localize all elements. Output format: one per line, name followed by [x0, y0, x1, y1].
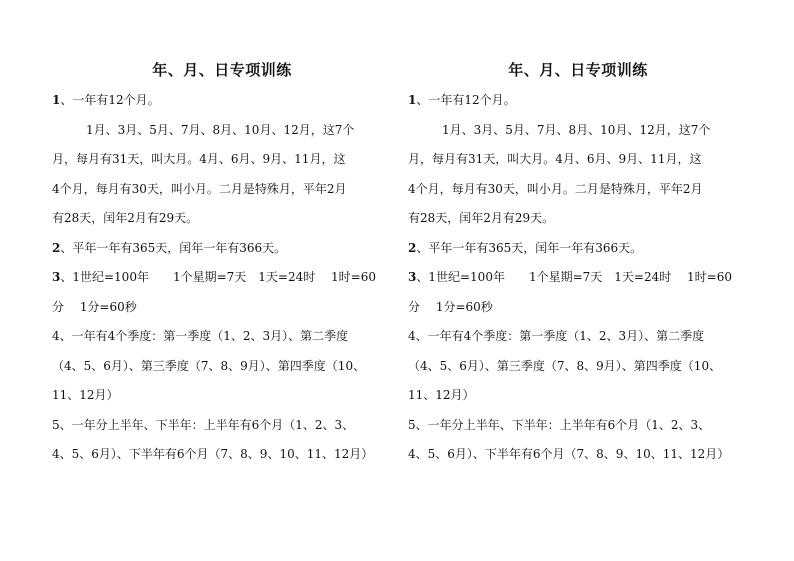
line-text: 4个月，每月有30天，叫小月。二月是特殊月，平年2月: [52, 181, 347, 196]
line-text: 4、一年有4个季度：第一季度（1、2、3月）、第二季度: [408, 329, 705, 343]
line-text: 1月、3月、5月、7月、8月、10月、12月，这7个: [442, 122, 711, 137]
line-text: 4个月，每月有30天，叫小月。二月是特殊月，平年2月: [408, 181, 703, 196]
text-line: [52, 293, 392, 323]
text-line: [408, 204, 748, 234]
line-text: 5、一年分上半年、下半年：上半年有6个月（1、2、3、: [52, 417, 355, 432]
line-text: 、一年有12个月。: [416, 93, 516, 107]
line-text: 分 1分=60秒: [52, 299, 137, 314]
line-text: 、1世纪=100年 1个星期=7天 1天=24时 1时=60: [416, 270, 733, 284]
text-line: [52, 440, 392, 470]
page-title: 年、月、日专项训练: [508, 61, 648, 79]
line-text: 、平年一年有365天，闰年一年有366天。: [416, 240, 643, 255]
text-line: [52, 145, 392, 175]
point-4-line: [408, 322, 748, 352]
text-line: [408, 352, 748, 382]
line-text: 、平年一年有365天，闰年一年有366天。: [60, 240, 287, 255]
point-3-line: [52, 263, 392, 293]
point-number: 2: [408, 240, 417, 255]
point-3-line: [408, 263, 748, 293]
point-1-line: [408, 86, 748, 116]
text-line: [408, 381, 748, 411]
text-line: [408, 145, 748, 175]
text-line: [52, 175, 392, 205]
line-text: 1月、3月、5月、7月、8月、10月、12月，这7个: [86, 122, 355, 137]
point-2-line: [52, 234, 392, 264]
line-text: 、1世纪=100年 1个星期=7天 1天=24时 1时=60: [60, 270, 377, 284]
text-line: [52, 381, 392, 411]
point-4-line: [52, 322, 392, 352]
line-text: 4、一年有4个季度：第一季度（1、2、3月）、第二季度: [52, 329, 349, 343]
point-5-line: [52, 411, 392, 441]
point-5-line: [408, 411, 748, 441]
right-column: [408, 56, 748, 470]
line-text: 11、12月）: [408, 388, 475, 402]
text-line: [408, 175, 748, 205]
line-text: 月，每月有31天，叫大月。4月、6月、9月、11月，这: [408, 152, 702, 166]
text-line: [52, 204, 392, 234]
point-number: 1: [52, 93, 61, 107]
text-line: [52, 116, 392, 146]
point-1-line: [52, 86, 392, 116]
point-number: 1: [408, 93, 417, 107]
line-text: 有28天，闰年2月有29天。: [52, 211, 199, 225]
line-text: （4、5、6月）、第三季度（7、8、9月）、第四季度（10、: [52, 358, 366, 373]
point-number: 3: [52, 270, 61, 284]
line-text: 、一年有12个月。: [60, 93, 160, 107]
point-number: 3: [408, 270, 417, 284]
text-line: [408, 116, 748, 146]
left-column: [52, 56, 392, 470]
line-text: （4、5、6月）、第三季度（7、8、9月）、第四季度（10、: [408, 358, 722, 373]
point-2-line: [408, 234, 748, 264]
line-text: 月，每月有31天，叫大月。4月、6月、9月、11月，这: [52, 152, 346, 166]
text-line: [52, 352, 392, 382]
text-line: [408, 440, 748, 470]
line-text: 5、一年分上半年、下半年：上半年有6个月（1、2、3、: [408, 417, 711, 432]
text-line: [408, 293, 748, 323]
line-text: 有28天，闰年2月有29天。: [408, 211, 555, 225]
page-title: 年、月、日专项训练: [152, 61, 292, 79]
line-text: 4、5、6月）、下半年有6个月（7、8、9、10、11、12月）: [408, 447, 730, 461]
point-number: 2: [52, 240, 61, 255]
line-text: 4、5、6月）、下半年有6个月（7、8、9、10、11、12月）: [52, 447, 374, 461]
line-text: 11、12月）: [52, 388, 119, 402]
line-text: 分 1分=60秒: [408, 299, 493, 314]
